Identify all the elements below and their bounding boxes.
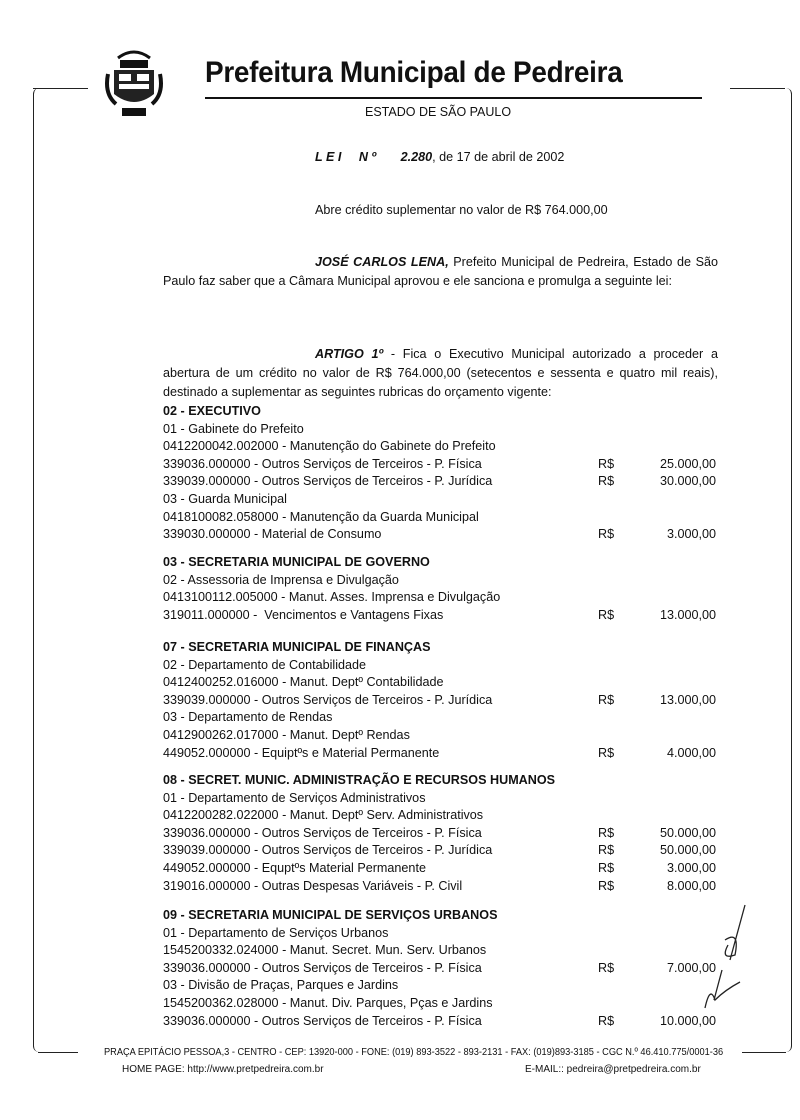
- line-description: 339036.000000 - Outros Serviços de Terceiros - P. Física: [163, 456, 482, 471]
- line-description: 339036.000000 - Outros Serviços de Terceiros - P. Física: [163, 825, 482, 840]
- article-1: [163, 345, 718, 402]
- budget-line: [163, 421, 723, 439]
- law-date: , de 17 de abril de 2002: [432, 150, 565, 164]
- budget-line: [163, 995, 723, 1013]
- budget-section: [163, 639, 723, 762]
- section-heading: 07 - SECRETARIA MUNICIPAL DE FINANÇAS: [163, 640, 431, 654]
- line-description: 449052.000000 - Equiptºs e Material Permanente: [163, 745, 440, 760]
- amount: 10.000,00: [659, 1013, 716, 1028]
- budget-line: [163, 456, 723, 474]
- preamble-text: Prefeito Municipal de Pedreira, Estado de São Paulo faz saber que a Câmara Municipal aprovou e ele sanciona e promulga a seguinte lei:: [163, 255, 718, 288]
- amount: 13.000,00: [659, 607, 716, 622]
- currency-label: R$: [598, 745, 615, 760]
- amount: 4.000,00: [666, 745, 716, 760]
- amount: 50.000,00: [659, 825, 716, 840]
- budget-line: [163, 607, 723, 625]
- law-prefix: L E I N º: [315, 150, 377, 164]
- article-text: - Fica o Executivo Municipal autorizado a proceder a abertura de um crédito no valor de R$ 764.000,00 (setecentos e sessenta e quatro mil reais), destinado a suplementar as seguintes rubricas do orçamento vigente:: [163, 347, 718, 399]
- state-subtitle: ESTADO DE SÃO PAULO: [365, 105, 512, 119]
- preamble: [163, 253, 718, 291]
- line-description: 339030.000000 - Material de Consumo: [163, 527, 382, 542]
- budget-line: [163, 709, 723, 727]
- budget-section: [163, 772, 723, 895]
- article-label: ARTIGO 1º: [315, 347, 384, 361]
- budget-line: [163, 572, 723, 590]
- budget-section: [163, 907, 723, 1030]
- line-description: 339039.000000 - Outros Serviços de Terceiros - P. Jurídica: [163, 474, 493, 489]
- section-heading: 03 - SECRETARIA MUNICIPAL DE GOVERNO: [163, 555, 430, 569]
- law-number: 2.280: [400, 150, 433, 164]
- amount: 3.000,00: [666, 860, 716, 875]
- amount: 7.000,00: [666, 960, 716, 975]
- line-description: 0412900262.017000 - Manut. Deptº Rendas: [163, 727, 410, 742]
- line-description: 339039.000000 - Outros Serviços de Terceiros - P. Jurídica: [163, 843, 493, 858]
- budget-section: [163, 554, 723, 624]
- budget-line: [163, 491, 723, 509]
- line-description: 339036.000000 - Outros Serviços de Terceiros - P. Física: [163, 1013, 482, 1028]
- budget-section: [163, 403, 723, 544]
- budget-line: [163, 842, 723, 860]
- line-description: 339036.000000 - Outros Serviços de Terceiros - P. Física: [163, 960, 482, 975]
- currency-label: R$: [598, 878, 615, 893]
- budget-line: [163, 526, 723, 544]
- budget-line: [163, 942, 723, 960]
- frame-line: [33, 88, 88, 89]
- budget-line: [163, 807, 723, 825]
- signature-icon: [700, 900, 760, 1010]
- currency-label: R$: [598, 1013, 615, 1028]
- line-description: 319016.000000 - Outras Despesas Variáveis - P. Civil: [163, 878, 463, 893]
- budget-line: [163, 925, 723, 943]
- section-heading: 08 - SECRET. MUNIC. ADMINISTRAÇÃO E RECURSOS HUMANOS: [163, 773, 556, 787]
- line-description: 449052.000000 - Equptºs Material Permanente: [163, 860, 426, 875]
- budget-line: [163, 473, 723, 491]
- line-description: 01 - Departamento de Serviços Urbanos: [163, 925, 389, 940]
- line-description: 339039.000000 - Outros Serviços de Terceiros - P. Jurídica: [163, 692, 493, 707]
- budget-line: [163, 509, 723, 527]
- amount: 50.000,00: [659, 843, 716, 858]
- line-description: 01 - Departamento de Serviços Administrativos: [163, 790, 426, 805]
- line-description: 01 - Gabinete do Prefeito: [163, 421, 304, 436]
- budget-line: [163, 692, 723, 710]
- line-description: 319011.000000 - Vencimentos e Vantagens Fixas: [163, 607, 444, 622]
- currency-label: R$: [598, 843, 615, 858]
- line-description: 02 - Departamento de Contabilidade: [163, 657, 367, 672]
- frame-line: [38, 1052, 78, 1053]
- line-description: 0412200042.002000 - Manutenção do Gabinete do Prefeito: [163, 439, 496, 454]
- budget-line: [163, 589, 723, 607]
- budget-line: [163, 745, 723, 763]
- page-title: Prefeitura Municipal de Pedreira: [205, 56, 623, 89]
- line-description: 1545200362.028000 - Manut. Div. Parques, Pças e Jardins: [163, 995, 493, 1010]
- budget-line: [163, 438, 723, 456]
- currency-label: R$: [598, 527, 615, 542]
- budget-line: [163, 727, 723, 745]
- line-description: 03 - Divisão de Praças, Parques e Jardins: [163, 978, 399, 993]
- currency-label: R$: [598, 825, 615, 840]
- currency-label: R$: [598, 692, 615, 707]
- mayor-name: JOSÉ CARLOS LENA,: [315, 255, 449, 269]
- line-description: 03 - Departamento de Rendas: [163, 710, 333, 725]
- line-description: 02 - Assessoria de Imprensa e Divulgação: [163, 572, 399, 587]
- line-description: 0412200282.022000 - Manut. Deptº Serv. Administrativos: [163, 808, 484, 823]
- currency-label: R$: [598, 607, 615, 622]
- footer-email[interactable]: E-MAIL:: pedreira@pretpedreira.com.br: [525, 1064, 701, 1075]
- law-summary: Abre crédito suplementar no valor de R$ 764.000,00: [315, 203, 608, 217]
- currency-label: R$: [598, 474, 615, 489]
- budget-line: [163, 977, 723, 995]
- currency-label: R$: [598, 456, 615, 471]
- law-heading: [315, 150, 564, 164]
- line-description: 03 - Guarda Municipal: [163, 491, 287, 506]
- section-heading: 09 - SECRETARIA MUNICIPAL DE SERVIÇOS URBANOS: [163, 908, 498, 922]
- title-underline: [205, 97, 702, 99]
- amount: 3.000,00: [666, 527, 716, 542]
- budget-line: [163, 825, 723, 843]
- footer-homepage[interactable]: HOME PAGE: http://www.pretpedreira.com.br: [122, 1064, 324, 1075]
- line-description: 0418100082.058000 - Manutenção da Guarda Municipal: [163, 509, 479, 524]
- line-description: 0412400252.016000 - Manut. Deptº Contabilidade: [163, 675, 444, 690]
- amount: 30.000,00: [659, 474, 716, 489]
- footer-address: PRAÇA EPITÁCIO PESSOA,3 - CENTRO - CEP: 13920-000 - FONE: (019) 893-3522 - 893-2131 - FAX: (019)893-3185 - CGC N.º 46.410.775/0001-36: [104, 1046, 724, 1058]
- budget-line: [163, 878, 723, 896]
- section-heading: 02 - EXECUTIVO: [163, 404, 261, 418]
- budget-line: [163, 1013, 723, 1031]
- amount: 25.000,00: [659, 456, 716, 471]
- frame-line: [730, 88, 785, 89]
- budget-line: [163, 657, 723, 675]
- budget-line: [163, 960, 723, 978]
- currency-label: R$: [598, 960, 615, 975]
- line-description: 0413100112.005000 - Manut. Asses. Imprensa e Divulgação: [163, 590, 501, 605]
- amount: 8.000,00: [666, 878, 716, 893]
- coat-of-arms-seal-icon: [104, 44, 164, 120]
- line-description: 1545200332.024000 - Manut. Secret. Mun. Serv. Urbanos: [163, 943, 487, 958]
- budget-line: [163, 790, 723, 808]
- budget-line: [163, 860, 723, 878]
- currency-label: R$: [598, 860, 615, 875]
- budget-line: [163, 674, 723, 692]
- amount: 13.000,00: [659, 692, 716, 707]
- frame-line: [742, 1052, 786, 1053]
